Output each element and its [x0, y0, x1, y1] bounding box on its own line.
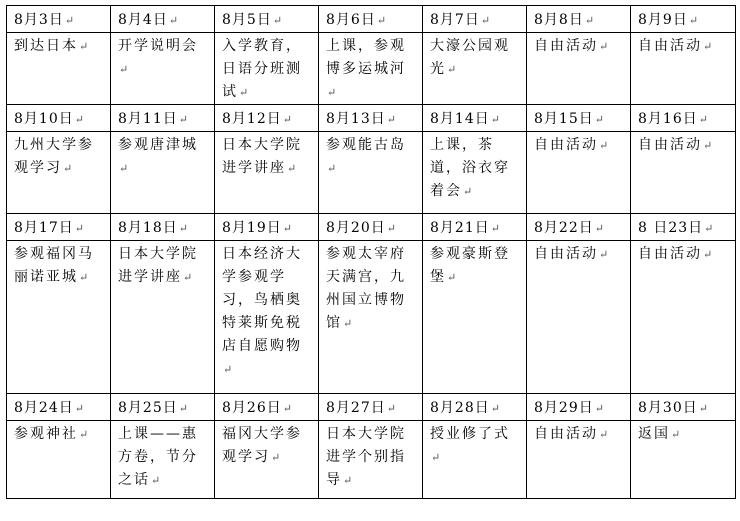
date-text: 8月3日 [14, 12, 64, 28]
activity-cell [111, 132, 215, 214]
date-cell [423, 105, 527, 132]
activity-text: 参观太宰府天满宫，九州国立博物馆 [326, 246, 406, 331]
activity-cell [631, 132, 736, 214]
paragraph-mark-icon: ↵ [151, 474, 161, 487]
date-text: 8月18日 [118, 220, 178, 236]
date-row [7, 394, 736, 421]
activity-text: 自由活动 [638, 38, 702, 54]
date-row [7, 214, 736, 241]
paragraph-mark-icon: ↵ [594, 113, 604, 126]
activity-cell [215, 241, 319, 394]
activity-cell [527, 33, 631, 105]
activity-text: 自由活动 [534, 38, 598, 54]
activity-cell [631, 241, 736, 394]
paragraph-mark-icon: ↵ [594, 222, 604, 235]
date-text: 8月28日 [430, 400, 490, 416]
paragraph-mark-icon: ↵ [447, 271, 457, 284]
activity-cell [319, 132, 423, 214]
paragraph-mark-icon: ↵ [447, 63, 457, 76]
date-cell [7, 394, 111, 421]
date-row [7, 6, 736, 33]
date-cell [215, 214, 319, 241]
date-text: 8月26日 [222, 400, 282, 416]
date-text: 8月21日 [430, 220, 490, 236]
paragraph-mark-icon: ↵ [271, 451, 281, 464]
paragraph-mark-icon: ↵ [599, 428, 609, 441]
paragraph-mark-icon: ↵ [327, 162, 337, 175]
paragraph-mark-icon: ↵ [239, 86, 249, 99]
activity-text: 九州大学参观学习 [14, 137, 94, 176]
paragraph-mark-icon: ↵ [703, 139, 713, 152]
date-cell [631, 214, 736, 241]
paragraph-mark-icon: ↵ [272, 14, 283, 27]
activity-cell [7, 33, 111, 105]
activity-text: 自由活动 [534, 137, 598, 153]
paragraph-mark-icon: ↵ [64, 14, 75, 27]
paragraph-mark-icon: ↵ [490, 113, 500, 126]
date-cell [319, 394, 423, 421]
date-text: 8月15日 [534, 111, 594, 127]
date-text: 8月24日 [14, 400, 74, 416]
activity-cell [7, 421, 111, 499]
paragraph-mark-icon: ↵ [386, 113, 396, 126]
date-text: 8月7日 [430, 12, 480, 28]
activity-cell [631, 33, 736, 105]
date-cell [215, 6, 319, 33]
activity-text: 日本经济大学参观学习，鸟栖奥特莱斯免税店自愿购物 [222, 246, 302, 354]
activity-text: 自由活动 [638, 246, 702, 262]
paragraph-mark-icon: ↵ [282, 113, 292, 126]
date-cell [7, 214, 111, 241]
paragraph-mark-icon: ↵ [282, 402, 292, 415]
date-text: 8月14日 [430, 111, 490, 127]
activity-text: 上课，参观博多运城河 [326, 38, 406, 77]
date-text: 8月5日 [222, 12, 272, 28]
paragraph-mark-icon: ↵ [386, 222, 396, 235]
paragraph-mark-icon: ↵ [79, 428, 89, 441]
paragraph-mark-icon: ↵ [178, 402, 188, 415]
date-text: 8月12日 [222, 111, 282, 127]
date-text: 8月19日 [222, 220, 282, 236]
activity-cell [423, 33, 527, 105]
paragraph-mark-icon: ↵ [343, 474, 353, 487]
paragraph-mark-icon: ↵ [327, 86, 337, 99]
activity-cell [215, 421, 319, 499]
date-cell [527, 105, 631, 132]
paragraph-mark-icon: ↵ [223, 363, 233, 376]
activity-text: 上课，茶道，浴衣穿着会 [430, 137, 510, 199]
paragraph-mark-icon: ↵ [599, 248, 609, 261]
paragraph-mark-icon: ↵ [490, 222, 500, 235]
date-cell [111, 214, 215, 241]
paragraph-mark-icon: ↵ [703, 40, 713, 53]
paragraph-mark-icon: ↵ [698, 113, 708, 126]
paragraph-mark-icon: ↵ [599, 139, 609, 152]
date-text: 8月10日 [14, 111, 74, 127]
paragraph-mark-icon: ↵ [584, 14, 595, 27]
paragraph-mark-icon: ↵ [490, 402, 500, 415]
date-text: 8月27日 [326, 400, 386, 416]
activity-text: 开学说明会 [118, 38, 198, 54]
paragraph-mark-icon: ↵ [343, 317, 353, 330]
paragraph-mark-icon: ↵ [386, 402, 396, 415]
date-cell [527, 394, 631, 421]
date-text: 8月9日 [638, 12, 688, 28]
paragraph-mark-icon: ↵ [74, 402, 84, 415]
paragraph-mark-icon: ↵ [183, 271, 193, 284]
date-text: 8月6日 [326, 12, 376, 28]
date-text: 8月29日 [534, 400, 594, 416]
activity-row [7, 421, 736, 499]
activity-cell [111, 421, 215, 499]
activity-cell [319, 421, 423, 499]
activity-text: 日本大学院进学讲座 [118, 246, 198, 285]
date-cell [7, 105, 111, 132]
date-cell [111, 105, 215, 132]
date-text: 8月30日 [638, 400, 698, 416]
date-text: 8月22日 [534, 220, 594, 236]
paragraph-mark-icon: ↵ [480, 14, 491, 27]
activity-row [7, 33, 736, 105]
date-cell [631, 394, 736, 421]
activity-cell [423, 132, 527, 214]
schedule-body [7, 6, 736, 499]
date-text: 8月11日 [118, 111, 178, 127]
date-cell [215, 105, 319, 132]
paragraph-mark-icon: ↵ [376, 14, 387, 27]
activity-text: 福冈大学参观学习 [222, 426, 302, 465]
activity-text: 返国 [638, 426, 670, 442]
date-text: 8月17日 [14, 220, 74, 236]
paragraph-mark-icon: ↵ [698, 402, 708, 415]
paragraph-mark-icon: ↵ [168, 14, 179, 27]
date-cell [631, 6, 736, 33]
activity-cell [319, 241, 423, 394]
date-cell [527, 6, 631, 33]
date-cell [319, 105, 423, 132]
paragraph-mark-icon: ↵ [282, 222, 292, 235]
date-cell [111, 6, 215, 33]
paragraph-mark-icon: ↵ [599, 40, 609, 53]
paragraph-mark-icon: ↵ [431, 451, 441, 464]
date-cell [423, 214, 527, 241]
paragraph-mark-icon: ↵ [704, 222, 714, 235]
activity-text: 大濠公园观光 [430, 38, 510, 77]
activity-text: 到达日本 [14, 38, 78, 54]
paragraph-mark-icon: ↵ [79, 271, 89, 284]
paragraph-mark-icon: ↵ [688, 14, 699, 27]
activity-text: 自由活动 [638, 137, 702, 153]
paragraph-mark-icon: ↵ [74, 222, 84, 235]
activity-cell [7, 132, 111, 214]
paragraph-mark-icon: ↵ [178, 113, 188, 126]
activity-row [7, 132, 736, 214]
paragraph-mark-icon: ↵ [463, 185, 473, 198]
activity-text: 授业修了式 [430, 426, 510, 442]
activity-text: 参观豪斯登堡 [430, 246, 510, 285]
date-cell [423, 394, 527, 421]
activity-text: 入学教育，日语分班测试 [222, 38, 302, 100]
activity-cell [111, 241, 215, 394]
activity-cell [631, 421, 736, 499]
activity-cell [215, 132, 319, 214]
date-cell [527, 214, 631, 241]
activity-cell [527, 132, 631, 214]
date-text: 8 日23日 [638, 220, 704, 236]
activity-text: 自由活动 [534, 426, 598, 442]
activity-text: 自由活动 [534, 246, 598, 262]
date-text: 8月8日 [534, 12, 584, 28]
paragraph-mark-icon: ↵ [671, 428, 681, 441]
activity-cell [319, 33, 423, 105]
paragraph-mark-icon: ↵ [79, 40, 89, 53]
date-cell [319, 214, 423, 241]
activity-text: 上课——惠方卷，节分之话 [118, 426, 198, 488]
activity-text: 参观能古岛 [326, 137, 406, 153]
date-text: 8月4日 [118, 12, 168, 28]
date-cell [111, 394, 215, 421]
paragraph-mark-icon: ↵ [178, 222, 188, 235]
date-cell [319, 6, 423, 33]
paragraph-mark-icon: ↵ [594, 402, 604, 415]
activity-cell [423, 241, 527, 394]
activity-cell [215, 33, 319, 105]
activity-cell [423, 421, 527, 499]
activity-cell [527, 241, 631, 394]
schedule-table [6, 5, 736, 499]
activity-cell [7, 241, 111, 394]
date-text: 8月13日 [326, 111, 386, 127]
paragraph-mark-icon: ↵ [703, 248, 713, 261]
date-cell [7, 6, 111, 33]
paragraph-mark-icon: ↵ [119, 162, 129, 175]
paragraph-mark-icon: ↵ [119, 63, 129, 76]
activity-cell [111, 33, 215, 105]
paragraph-mark-icon: ↵ [287, 162, 297, 175]
date-cell [631, 105, 736, 132]
date-text: 8月25日 [118, 400, 178, 416]
activity-row [7, 241, 736, 394]
paragraph-mark-icon: ↵ [63, 162, 73, 175]
activity-text: 日本大学院进学讲座 [222, 137, 302, 176]
date-cell [423, 6, 527, 33]
activity-cell [527, 421, 631, 499]
date-text: 8月20日 [326, 220, 386, 236]
activity-text: 日本大学院进学个别指导 [326, 426, 406, 488]
date-text: 8月16日 [638, 111, 698, 127]
activity-text: 参观神社 [14, 426, 78, 442]
date-cell [215, 394, 319, 421]
activity-text: 参观福冈马丽诺亚城 [14, 246, 94, 285]
paragraph-mark-icon: ↵ [74, 113, 84, 126]
date-row [7, 105, 736, 132]
activity-text: 参观唐津城 [118, 137, 198, 153]
